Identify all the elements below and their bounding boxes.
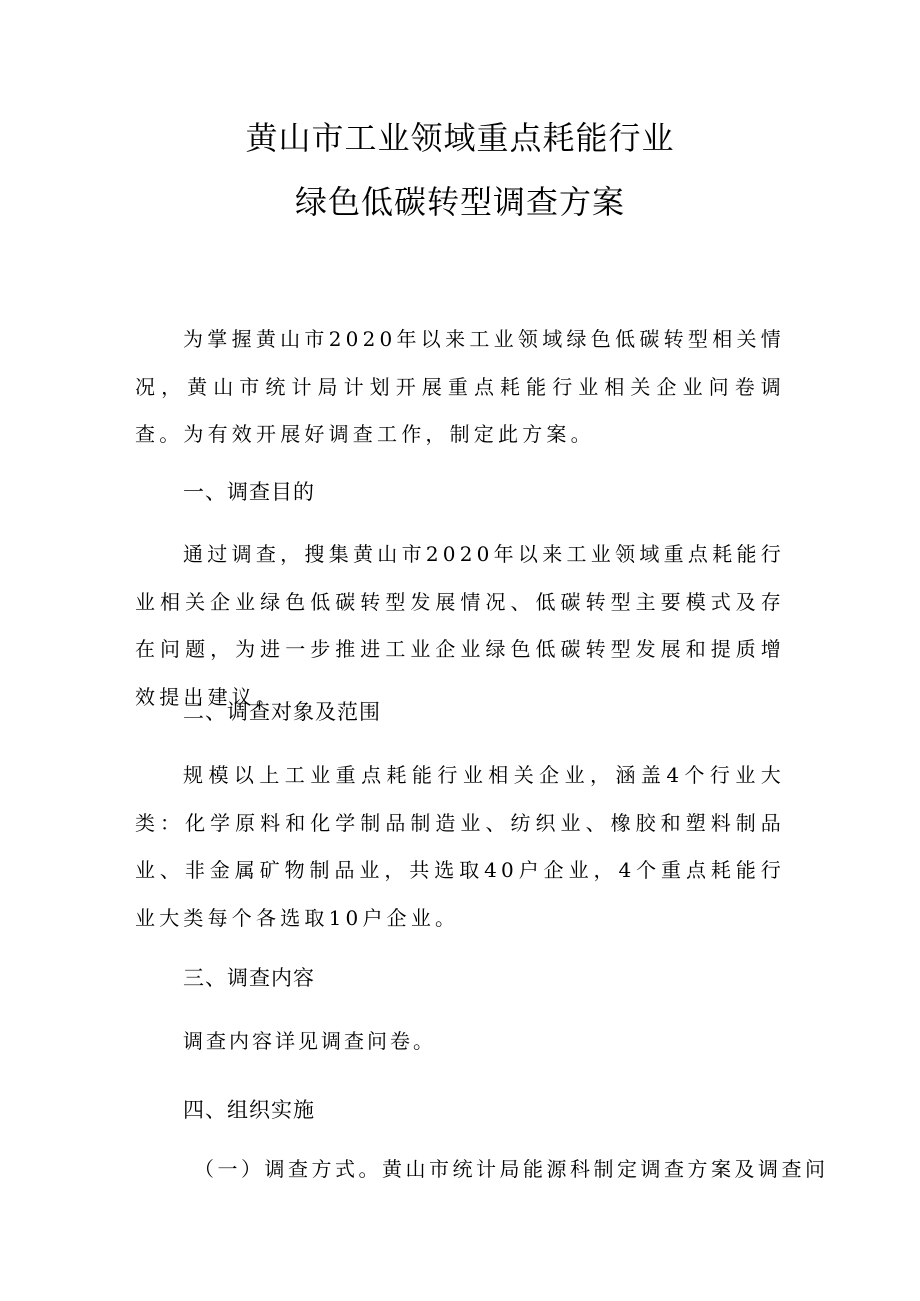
section-heading-content: 三、调查内容 — [183, 966, 315, 990]
section-body-scope: 规模以上工业重点耗能行业相关企业，涵盖4个行业大类：化学原料和化学制品制造业、纺织业、橡胶和塑料制品业、非金属矿物制品业，共选取40户企业，4个重点耗能行业大类每个各选取10户企业。 — [135, 763, 785, 930]
section-heading-scope: 二、调查对象及范围 — [183, 700, 381, 724]
document-title-line-2: 绿色低碳转型调查方案 — [294, 183, 625, 221]
section-heading-implementation: 四、组织实施 — [183, 1098, 315, 1122]
section-heading-purpose: 一、调查目的 — [183, 480, 315, 504]
document-title-line-1: 黄山市工业领域重点耗能行业 — [245, 119, 675, 157]
intro-paragraph: 为掌握黄山市2020年以来工业领域绿色低碳转型相关情况，黄山市统计局计划开展重点耗能行业相关企业问卷调查。为有效开展好调查工作，制定此方案。 — [135, 327, 785, 446]
section-body-content: 调查内容详见调查问卷。 — [183, 1029, 436, 1053]
section-body-purpose: 通过调查，搜集黄山市2020年以来工业领域重点耗能行业相关企业绿色低碳转型发展情况、低碳转型主要模式及存在问题，为进一步推进工业企业绿色低碳转型发展和提质增效提出建议。 — [135, 542, 785, 709]
section-body-implementation: （一）调查方式。黄山市统计局能源科制定调查方案及调查问 — [194, 1157, 829, 1181]
